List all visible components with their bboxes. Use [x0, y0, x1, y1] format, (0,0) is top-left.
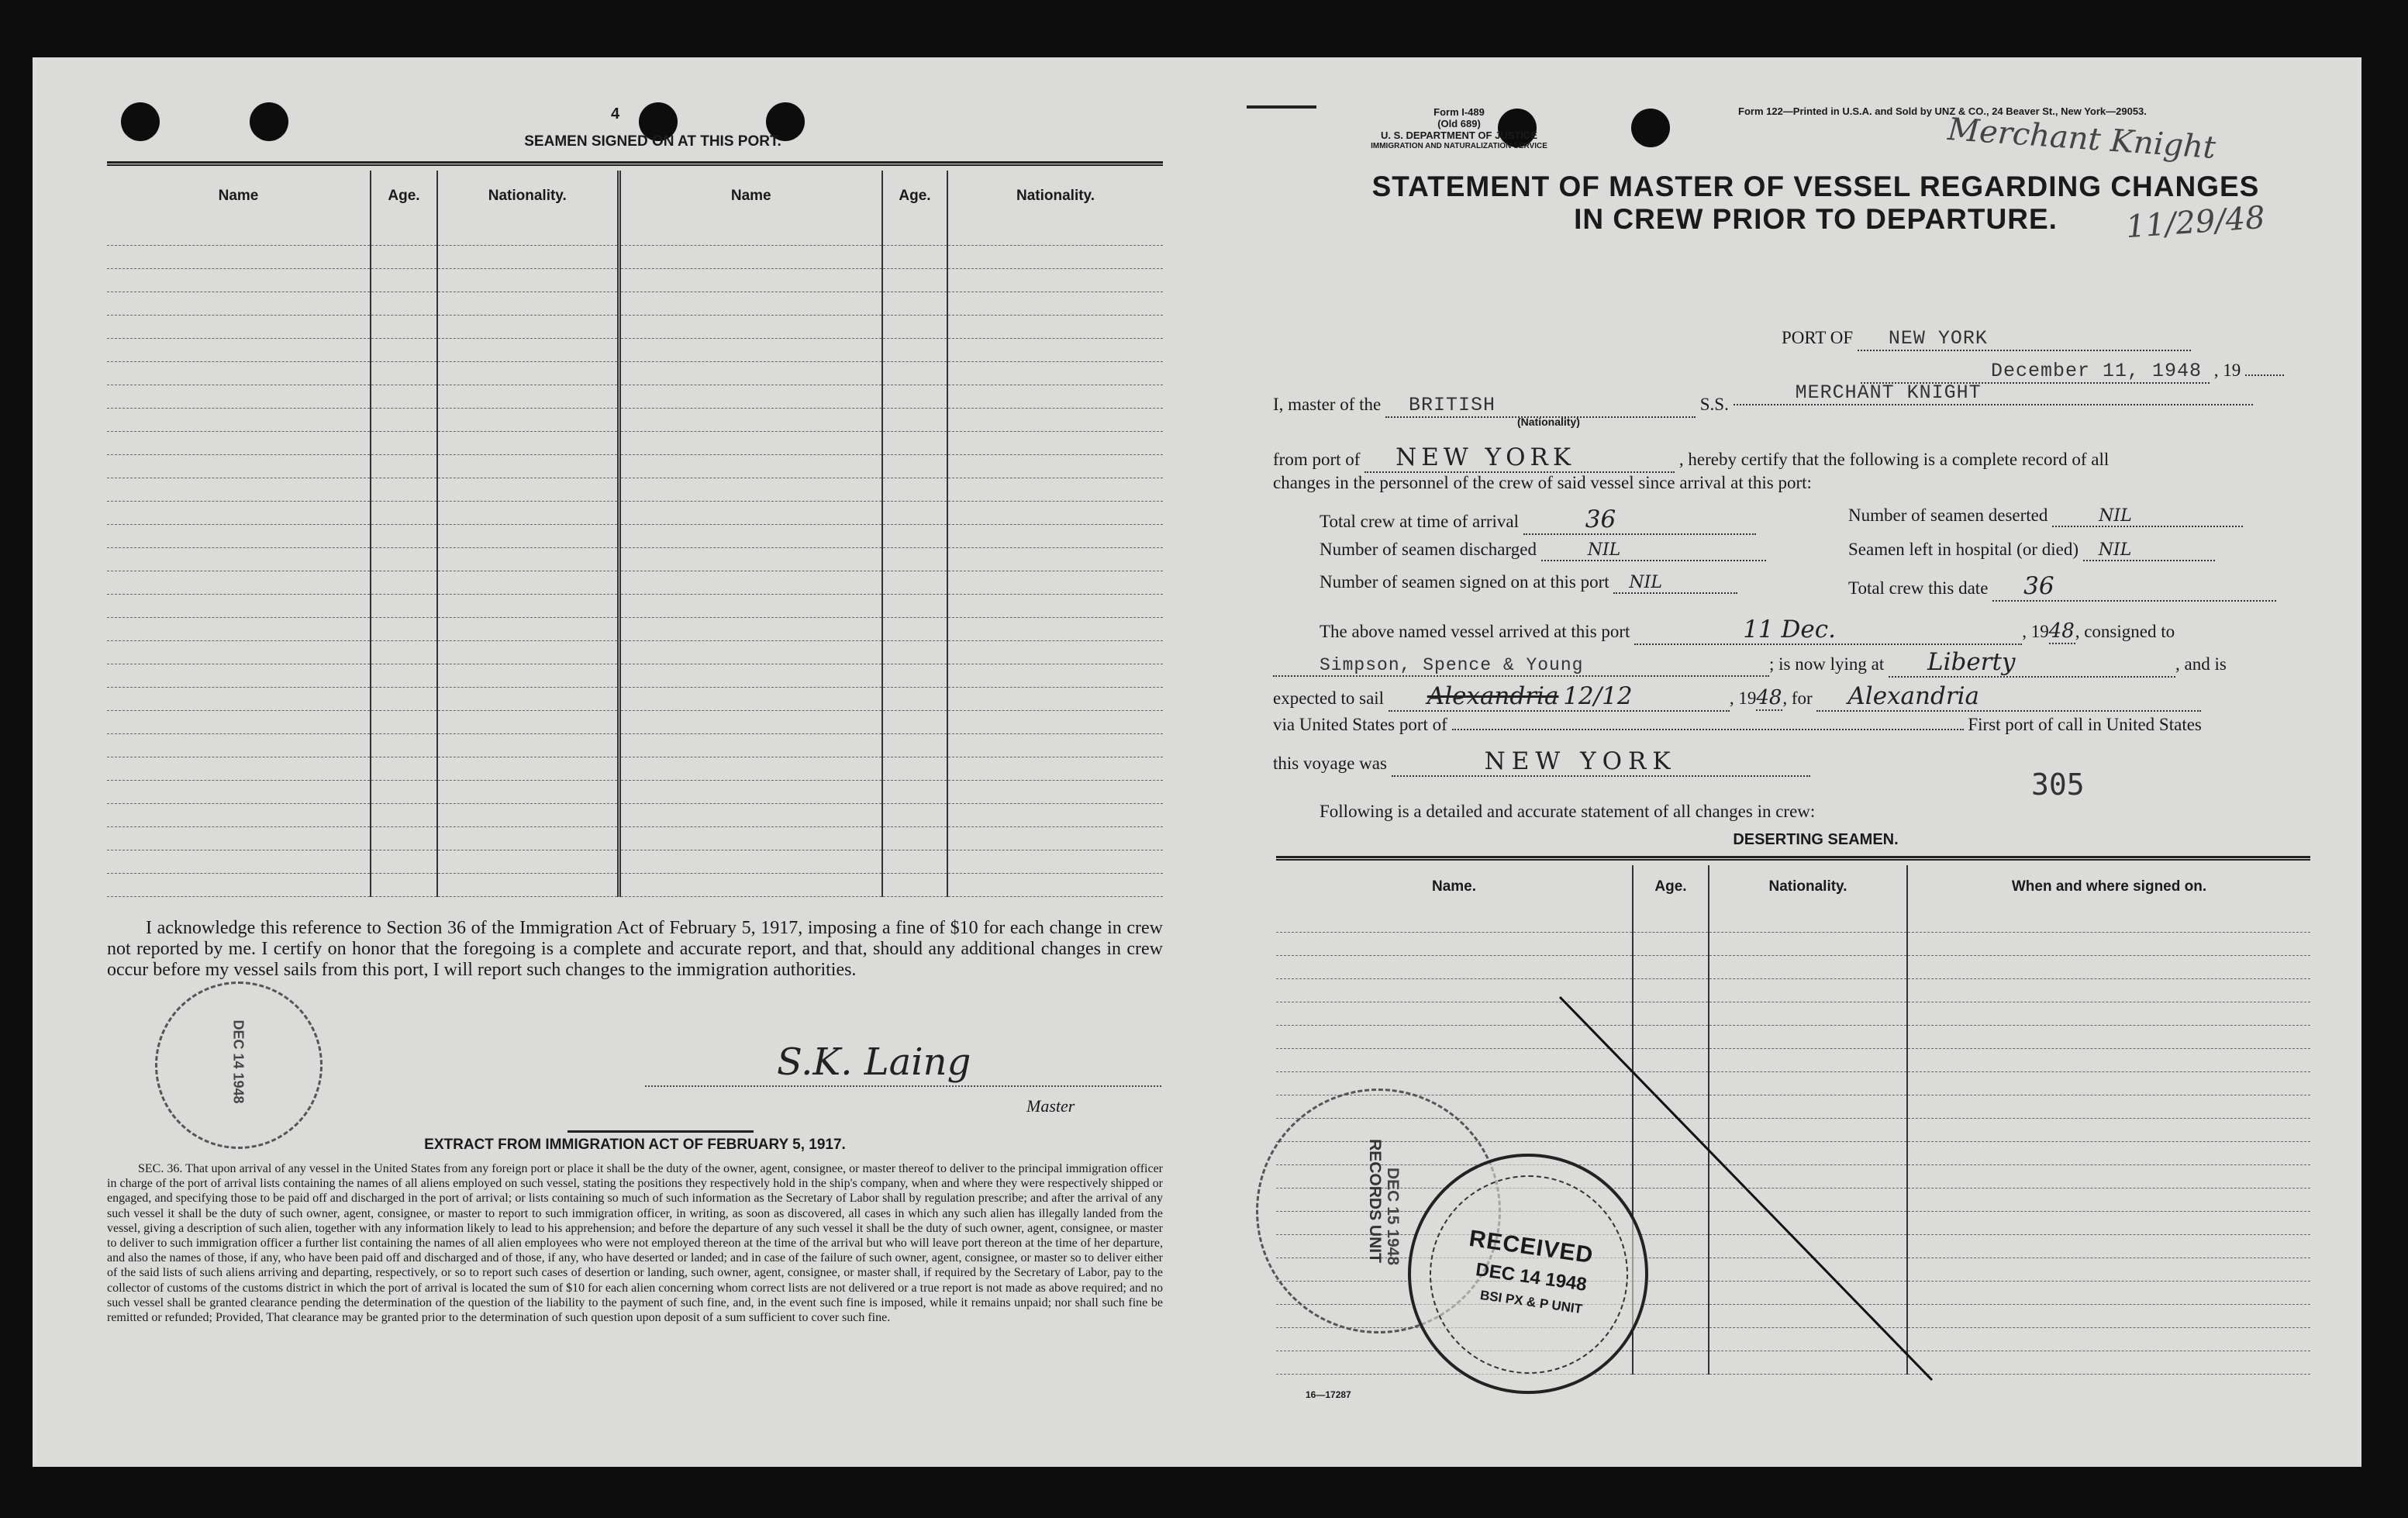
table-cell — [107, 803, 371, 826]
table-cell — [619, 524, 882, 547]
table-cell — [947, 594, 1163, 617]
arrived-year-prefix: , 19 — [2022, 622, 2049, 641]
extract-rule — [568, 1130, 754, 1133]
title-line-2: IN CREW PRIOR TO DEPARTURE. — [1574, 203, 2058, 236]
table-cell — [882, 268, 947, 292]
expected-struck-value: Alexandria — [1427, 682, 1559, 710]
table-cell — [947, 524, 1163, 547]
table-cell — [371, 385, 437, 408]
table-cell — [437, 222, 619, 245]
table-row — [107, 803, 1163, 826]
ship-name: MERCHANT KNIGHT — [1734, 381, 2253, 405]
table-cell — [947, 361, 1163, 385]
table-cell — [371, 361, 437, 385]
lying-label: ; is now lying at — [1769, 654, 1885, 674]
table-cell — [107, 873, 371, 896]
table-cell — [437, 757, 619, 780]
voyage-label: this voyage was — [1273, 754, 1387, 773]
form-id: Form I-489 — [1433, 106, 1485, 118]
master-of-label: I, master of the — [1273, 395, 1382, 414]
table-cell — [882, 803, 947, 826]
table-cell — [947, 617, 1163, 640]
table-cell — [947, 640, 1163, 664]
footer-code: 16—17287 — [1306, 1389, 1351, 1400]
table-cell — [107, 501, 371, 524]
table-row — [107, 501, 1163, 524]
table-cell — [619, 757, 882, 780]
table-row — [107, 850, 1163, 873]
table-cell — [437, 454, 619, 478]
table-cell — [947, 733, 1163, 757]
table-cell — [107, 547, 371, 571]
first-port-label: First port of call in United States — [1968, 715, 2202, 734]
table-cell — [619, 268, 882, 292]
table-cell — [619, 547, 882, 571]
table-cell — [437, 338, 619, 361]
table-cell — [947, 245, 1163, 268]
master-caption: Master — [1026, 1096, 1075, 1116]
table-cell — [107, 245, 371, 268]
table-cell — [619, 385, 882, 408]
column-header-name: Name — [619, 171, 882, 222]
table-cell — [619, 826, 882, 850]
table-cell — [371, 338, 437, 361]
table-cell — [437, 826, 619, 850]
page-number: 4 — [611, 105, 620, 122]
consigned-label: , consigned to — [2075, 622, 2175, 641]
table-cell — [882, 222, 947, 245]
table-cell — [107, 361, 371, 385]
table-cell — [371, 431, 437, 454]
table-cell — [107, 454, 371, 478]
table-row — [107, 594, 1163, 617]
table-cell — [437, 873, 619, 896]
table-cell — [619, 431, 882, 454]
table-cell — [882, 315, 947, 338]
table-cell — [947, 547, 1163, 571]
date-value: December 11, 1948 — [1861, 360, 2210, 384]
table-cell — [437, 431, 619, 454]
table-cell — [371, 733, 437, 757]
table-cell — [371, 501, 437, 524]
table-cell — [947, 710, 1163, 733]
seamen-signed-table — [107, 171, 1163, 897]
table-cell — [437, 594, 619, 617]
table-cell — [619, 710, 882, 733]
table-row — [107, 710, 1163, 733]
left-page — [33, 57, 1172, 1467]
total-crew-arrival-label: Total crew at time of arrival — [1320, 512, 1520, 531]
table-cell — [371, 873, 437, 896]
table-cell — [437, 640, 619, 664]
table-cell — [882, 664, 947, 687]
hospital-label: Seamen left in hospital (or died) — [1848, 540, 2079, 559]
table-cell — [371, 687, 437, 710]
and-is-label: , and is — [2175, 654, 2227, 674]
nationality-caption: (Nationality) — [1517, 416, 1580, 428]
table-cell — [882, 710, 947, 733]
column-header-nationality: Nationality. — [437, 171, 619, 222]
table-cell — [947, 803, 1163, 826]
table-cell — [371, 245, 437, 268]
table-cell — [107, 338, 371, 361]
port-value: NEW YORK — [1858, 327, 2191, 351]
table-cell — [619, 454, 882, 478]
table-cell — [371, 222, 437, 245]
table-cell — [371, 478, 437, 501]
service-name: IMMIGRATION AND NATURALIZATION SERVICE — [1371, 141, 1547, 150]
table-cell — [882, 733, 947, 757]
following-text: Following is a detailed and accurate statement of all changes in crew: — [1320, 802, 1816, 821]
table-cell — [437, 361, 619, 385]
extract-text: SEC. 36. That upon arrival of any vessel in the United States from any foreign port or place it shall be the duty of the owner, agent, consignee, or master thereof to deliver to the principal immigration officer in charge of the port of arrival lists containing the names of all aliens employed on such vessel, stating the positions they respectively hold in the ship's company, when and where they were respectively shipped or engaged, and specifying those to be paid off and discharged in the port of arrival; or lists containing so much of such information as the Secretary of Labor shall by regulation prescribe; and after the arrival of any such vessel it shall be the duty of such owner, agent, consignee, or master to report to such immigration officer, in writing, as soon as discovered, all cases in which any such alien has illegally landed from the vessel, giving a description of such alien, together with any information likely to lead to his apprehension; and before the departure of any such vessel it shall be the duty of such owner, agent, consignee, or master to deliver to such immigration officer a further list containing the names of all alien employees who were not employed thereon at the time of the arrival but who will leave port thereon at the time of her departure, and also the names of those, if any, who have been paid off and discharged and of those, if any, who have deserted or landed; and in case of the failure of such owner, agent, consignee, or master so to deliver either of the said lists of such aliens arriving and departing, respectively, or so to report such cases of desertion or landing, such owner, agent, consignee, or master shall, if required by the Secretary of Labor, pay to the collector of customs of the customs district in which the port of arrival is located the sum of $10 for each alien concerning whom correct lists are not delivered or a true report is not made as above required; and no such vessel shall be granted clearance pending the determination of the question of the liability to the payment of such fine, and, in the event such fine is imposed, while it remains unpaid; nor shall such fine be remitted or refunded; Provided, That clearance may be granted prior to the determination of such question upon deposit of a sum sufficient to cover such fine. — [107, 1162, 1163, 1324]
table-cell — [107, 408, 371, 431]
table-cell — [371, 780, 437, 803]
table-row — [107, 757, 1163, 780]
voyage-value: NEW YORK — [1392, 747, 1810, 777]
title-rule — [107, 161, 1163, 166]
table-cell — [882, 385, 947, 408]
port-label: PORT OF — [1782, 328, 1854, 347]
deserted-label: Number of seamen deserted — [1848, 505, 2048, 525]
table-cell — [437, 687, 619, 710]
table-row — [107, 478, 1163, 501]
table-row — [107, 454, 1163, 478]
table-cell — [619, 780, 882, 803]
table-cell — [107, 733, 371, 757]
title-line-1: STATEMENT OF MASTER OF VESSEL REGARDING CHANGES — [1371, 171, 2260, 202]
table-cell — [107, 826, 371, 850]
table-cell — [437, 268, 619, 292]
table-cell — [882, 547, 947, 571]
table-cell — [947, 501, 1163, 524]
table-cell — [947, 478, 1163, 501]
table-cell — [882, 594, 947, 617]
table-cell — [947, 873, 1163, 896]
table-cell — [882, 501, 947, 524]
deserted-value: NIL — [2052, 506, 2243, 527]
records-unit-label: RECORDS UNIT — [1365, 1139, 1384, 1263]
table-cell — [437, 780, 619, 803]
table-cell — [371, 292, 437, 315]
table-cell — [947, 315, 1163, 338]
table-cell — [619, 640, 882, 664]
table-row — [107, 385, 1163, 408]
discharged-value: NIL — [1541, 540, 1766, 561]
received-unit: BSI PX & P UNIT — [1478, 1287, 1584, 1317]
table-cell — [947, 571, 1163, 594]
department-name: U. S. DEPARTMENT OF JUSTICE — [1381, 129, 1537, 141]
handwritten-ship: Merchant Knight — [1946, 111, 2217, 167]
column-header-nationality: Nationality. — [1709, 865, 1907, 909]
discharged-label: Number of seamen discharged — [1320, 540, 1537, 559]
table-cell — [437, 385, 619, 408]
column-header-age: Age. — [371, 171, 437, 222]
table-cell — [619, 292, 882, 315]
table-cell — [107, 292, 371, 315]
table-row — [107, 524, 1163, 547]
column-header-age: Age. — [1633, 865, 1709, 909]
table-row — [107, 733, 1163, 757]
printer-line: Form 122—Printed in U.S.A. and Sold by UNZ & CO., 24 Beaver St., New York—29053. — [1738, 105, 2147, 117]
master-signature: S.K. Laing — [777, 1040, 971, 1084]
table-cell — [437, 315, 619, 338]
table-cell — [437, 803, 619, 826]
table-row — [107, 315, 1163, 338]
table-cell — [437, 501, 619, 524]
table-cell — [947, 757, 1163, 780]
nationality-value: BRITISH — [1385, 394, 1696, 418]
table-cell — [882, 617, 947, 640]
punch-hole-icon — [250, 102, 288, 141]
table-cell — [882, 687, 947, 710]
table-row — [107, 547, 1163, 571]
changes-text: changes in the personnel of the crew of said vessel since arrival at this port: — [1273, 473, 1812, 492]
column-header-nationality: Nationality. — [1016, 188, 1095, 204]
received-date: DEC 14 1948 — [1474, 1259, 1589, 1295]
table-cell — [371, 640, 437, 664]
table-cell — [371, 757, 437, 780]
stamp-number: 305 — [2031, 768, 2085, 802]
table-cell — [882, 850, 947, 873]
table-cell — [882, 431, 947, 454]
table-cell — [947, 268, 1163, 292]
right-page — [1172, 57, 2361, 1467]
table-cell — [437, 664, 619, 687]
table-cell — [882, 780, 947, 803]
table-cell — [882, 571, 947, 594]
signature-line — [645, 1085, 1161, 1087]
table-cell — [619, 338, 882, 361]
table-row — [107, 826, 1163, 850]
table-cell — [619, 733, 882, 757]
table-cell — [107, 850, 371, 873]
stamp-date: DEC 14 1948 — [230, 1019, 247, 1104]
table-cell — [947, 292, 1163, 315]
table-cell — [107, 594, 371, 617]
table-row — [107, 617, 1163, 640]
table-cell — [619, 245, 882, 268]
table-row — [107, 361, 1163, 385]
ss-label: S.S. — [1699, 395, 1729, 414]
table-cell — [947, 338, 1163, 361]
records-unit-date: DEC 15 1948 — [1384, 1167, 1402, 1266]
table-cell — [882, 873, 947, 896]
table-cell — [107, 222, 371, 245]
table-cell — [619, 478, 882, 501]
table-cell — [437, 245, 619, 268]
table-cell — [107, 664, 371, 687]
lying-value: Liberty — [1889, 648, 2175, 678]
table-cell — [882, 361, 947, 385]
for-value: Alexandria — [1816, 682, 2201, 712]
table-cell — [619, 408, 882, 431]
table-cell — [619, 594, 882, 617]
table-cell — [107, 687, 371, 710]
table-cell — [882, 454, 947, 478]
received-stamp — [1408, 1154, 1648, 1394]
table-cell — [107, 780, 371, 803]
table-row — [107, 268, 1163, 292]
table-cell — [107, 431, 371, 454]
table-cell — [371, 571, 437, 594]
table-cell — [882, 757, 947, 780]
table-cell — [371, 617, 437, 640]
punch-hole-icon — [121, 102, 160, 141]
certify-text: , hereby certify that the following is a complete record of all — [1678, 450, 2110, 469]
table-cell — [371, 268, 437, 292]
expected-label: expected to sail — [1273, 688, 1385, 708]
table-cell — [371, 710, 437, 733]
expected-year-value: 48 — [1756, 686, 1782, 709]
table-cell — [371, 408, 437, 431]
table-cell — [371, 803, 437, 826]
table-row — [107, 408, 1163, 431]
seamen-signed-title: SEAMEN SIGNED ON AT THIS PORT. — [524, 133, 781, 150]
total-crew-date-value: 36 — [1992, 572, 2276, 602]
table-cell — [947, 408, 1163, 431]
table-cell — [371, 524, 437, 547]
table-cell — [947, 850, 1163, 873]
table-cell — [437, 408, 619, 431]
table-cell — [947, 222, 1163, 245]
column-header-signed-on: When and where signed on. — [2011, 878, 2207, 895]
hospital-value: NIL — [2083, 540, 2215, 561]
arrived-year-value: 48 — [2048, 619, 2075, 643]
table-cell — [619, 315, 882, 338]
table-cell — [619, 617, 882, 640]
table-cell — [437, 478, 619, 501]
signed-on-value: NIL — [1613, 573, 1737, 594]
table-cell — [437, 733, 619, 757]
table-row — [107, 245, 1163, 268]
arrived-label: The above named vessel arrived at this port — [1320, 622, 1630, 641]
table-cell — [947, 454, 1163, 478]
table-cell — [619, 687, 882, 710]
table-cell — [437, 710, 619, 733]
table-row — [107, 431, 1163, 454]
table-row — [107, 687, 1163, 710]
total-crew-arrival-value: 36 — [1523, 505, 1756, 535]
table-cell — [882, 524, 947, 547]
table-row — [107, 222, 1163, 245]
table-cell — [371, 664, 437, 687]
table-cell — [947, 687, 1163, 710]
from-port-value: NEW YORK — [1364, 443, 1675, 473]
table-cell — [947, 385, 1163, 408]
table-cell — [619, 803, 882, 826]
table-cell — [882, 292, 947, 315]
table-cell — [882, 478, 947, 501]
deserting-title: DESERTING SEAMEN. — [1733, 831, 1899, 848]
table-cell — [947, 780, 1163, 803]
table-cell — [619, 571, 882, 594]
table-cell — [882, 338, 947, 361]
table-cell — [437, 571, 619, 594]
table-cell — [882, 826, 947, 850]
table-cell — [107, 524, 371, 547]
table-row — [107, 338, 1163, 361]
table-cell — [619, 850, 882, 873]
table-cell — [437, 850, 619, 873]
via-label: via United States port of — [1273, 715, 1447, 734]
table-cell — [107, 385, 371, 408]
form-old-id: (Old 689) — [1437, 117, 1481, 129]
table-cell — [107, 617, 371, 640]
table-cell — [371, 850, 437, 873]
table-cell — [882, 640, 947, 664]
table-cell — [107, 710, 371, 733]
table-cell — [619, 222, 882, 245]
table-cell — [947, 826, 1163, 850]
arrived-value: 11 Dec. — [1634, 616, 2022, 645]
table-cell — [437, 292, 619, 315]
column-header-name: Name. — [1276, 865, 1633, 909]
extract-title: EXTRACT FROM IMMIGRATION ACT OF FEBRUARY 5, 1917. — [424, 1137, 846, 1153]
table-cell — [371, 315, 437, 338]
table-cell — [619, 664, 882, 687]
column-header-age: Age. — [882, 171, 947, 222]
consignee-value: Simpson, Spence & Young — [1273, 655, 1769, 677]
table-cell — [882, 245, 947, 268]
table-cell — [107, 757, 371, 780]
table-cell — [107, 315, 371, 338]
table-cell — [947, 664, 1163, 687]
table-cell — [107, 268, 371, 292]
column-header-name: Name — [107, 171, 371, 222]
signed-on-label: Number of seamen signed on at this port — [1320, 572, 1609, 592]
received-label: RECEIVED — [1467, 1225, 1596, 1269]
table-cell — [107, 478, 371, 501]
table-row — [107, 640, 1163, 664]
table-cell — [107, 640, 371, 664]
table-cell — [437, 547, 619, 571]
table-row — [107, 292, 1163, 315]
table-cell — [619, 361, 882, 385]
table-row — [107, 571, 1163, 594]
table-cell — [107, 571, 371, 594]
expected-value: 12/12 — [1563, 682, 1633, 710]
table-cell — [947, 431, 1163, 454]
table-cell — [437, 617, 619, 640]
from-port-label: from port of — [1273, 450, 1361, 469]
handwritten-date: 11/29/48 — [2124, 199, 2267, 246]
for-label: , for — [1782, 688, 1813, 708]
table-cell — [371, 454, 437, 478]
table-row — [107, 664, 1163, 687]
total-crew-date-label: Total crew this date — [1848, 578, 1989, 598]
expected-year-prefix: , 19 — [1729, 688, 1757, 708]
table-cell — [882, 408, 947, 431]
table-row — [107, 873, 1163, 896]
acknowledgement-text: I acknowledge this reference to Section 36 of the Immigration Act of February 5, 1917, imposing a fine of $10 for each change in crew not reported by me. I certify on honor that the foregoing is a complete and accurate report, and that, should any additional changes in crew occur before my vessel sails from this port, I will report such changes to the immigration authorities. — [107, 918, 1163, 981]
date-suffix: , 19 — [2213, 361, 2241, 380]
immigration-stamp — [155, 982, 323, 1149]
table-cell — [437, 524, 619, 547]
table-cell — [619, 873, 882, 896]
table-cell — [619, 501, 882, 524]
table-row — [107, 780, 1163, 803]
table-cell — [371, 826, 437, 850]
table-cell — [371, 594, 437, 617]
table-cell — [371, 547, 437, 571]
